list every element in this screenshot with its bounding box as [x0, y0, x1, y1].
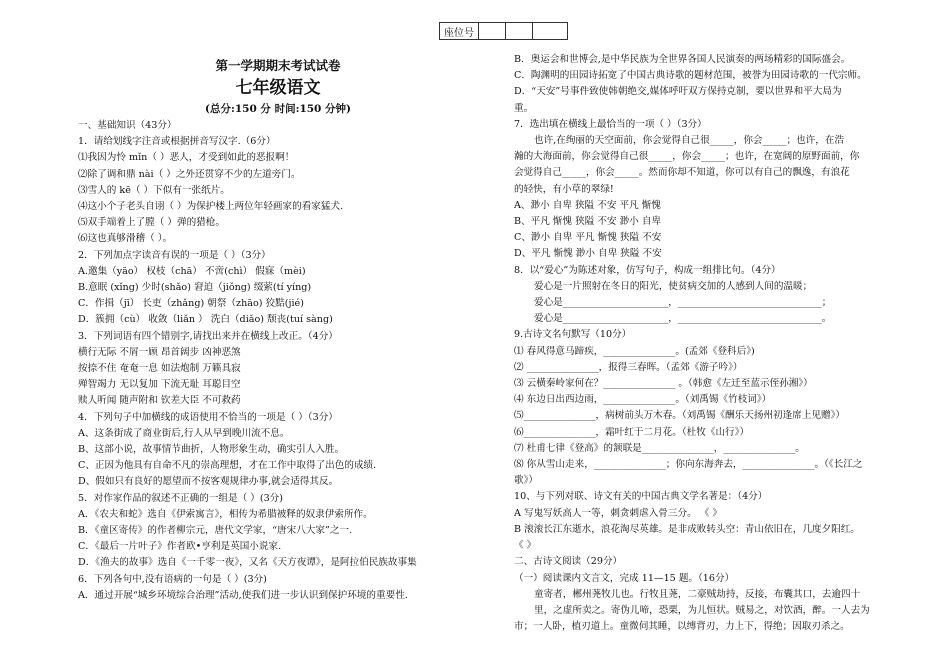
question-text-line: 会觉得自己_____，你会_____。然而你却不知道，你可以有自己的飘逸，有浪花 [514, 167, 850, 179]
question-text-line: 二、古诗文阅读（29分） [514, 556, 623, 568]
question-text-line: 爱心是______________________，______________________________。 [534, 313, 832, 325]
question-text-line: A、渺小 自卑 狭隘 不安 平凡 惭愧 [514, 199, 661, 211]
exam-subject: 七年级语文 [235, 78, 321, 98]
question-text-line: 按捺不住 奄奄一息 如法炮制 万籁具寂 [78, 363, 241, 375]
question-text-line: C、渺小 自卑 平凡 惭愧 狭隘 不安 [514, 232, 662, 244]
question-text-line: ⑻ 你从雪山走来，_______________；你向东海奔去，_______________。（《长江之 [514, 459, 863, 471]
question-text-line: C．作揖（jī） 长吏（zhǎng) 朝祭（zhāo) 狡黠(jié) [78, 298, 304, 310]
question-text-line: B．奥运会和世博会,是中华民族为全世界各国人民演奏的两场精彩的国际盛会。 [514, 54, 851, 65]
question-text-line: 殚智竭力 无以复加 下流无耻 耳聪目空 [78, 379, 241, 391]
exam-title: 第一学期期末考试试卷 [215, 58, 341, 73]
seat-number-box [439, 22, 568, 40]
question-text-line: 5．对作家作品的叙述不正确的一组是（ ）(3分) [78, 492, 284, 504]
question-text-line: 9.古诗文名句默写（10分） [514, 329, 632, 341]
question-text-line: 赎人听闻 随声附和 钦差大臣 不可救药 [78, 395, 241, 407]
question-text-line: ⑷ 东边日出西边雨，_______________。（刘禹锡《竹枝词》） [514, 394, 772, 406]
question-text-line: 也许,在绚丽的天空面前，你会觉得自己很_____，你会_____；也许，在浩 [534, 135, 845, 147]
seat-number-label: 座位号 [440, 23, 479, 40]
question-text-line: A、这条街成了商业街后,行人从早到晚川流不息。 [78, 427, 290, 439]
question-text-line: 瀚的大海面前，你会觉得自己很_____，你会_____；也许，在宽阔的原野面前，你 [514, 151, 860, 163]
question-text-line: 8．以“爱心”为陈述对象，仿写句子，构成一组排比句。（4分） [514, 264, 781, 276]
seat-number-cell[interactable] [506, 23, 533, 40]
question-text-line: 2．下列加点字读音有误的一项是（ ）（3分） [78, 249, 271, 261]
question-text-line: C．《最后一片叶子》作者欧•亨利是英国小说家. [78, 541, 282, 553]
left-question-lines [78, 118, 478, 604]
question-text-line: 1．请给划线字注音或根据拼音写汉字.（6分） [78, 136, 276, 148]
question-text-line: 里，之虚所卖之。寄伪儿啼，恐栗，为儿恒状。贼易之，对饮酒，醉。一人去为 [534, 604, 870, 616]
question-text-line: 横行无际 不屑一顾 昂首阔步 凶神恶煞 [78, 346, 241, 358]
question-text-line: 《 》 [514, 540, 537, 552]
exam-score-time: (总分:150 分 时间:150 分钟) [205, 103, 351, 115]
question-text-line: D．簇拥（cù） 收敛（liǎn ） 洗白（diǎo) 颓丧(tuí sàng) [78, 314, 333, 326]
question-text-line: 爱心是一片照射在冬日的阳光，使贫病交加的人感到人间的温暖； [534, 280, 813, 292]
question-text-line: ⑹这也真够滑稽（ ）。 [78, 233, 173, 245]
question-text-line: ⑵除了调和鼎 nài（ ）之外还贯穿不少的左道旁门。 [78, 168, 301, 180]
question-text-line: B、这部小说，故事情节曲折，人物形象生动，确实引人入胜。 [78, 444, 345, 456]
question-text-line: D、假如只有良好的愿望而不按客观规律办事,就会适得其反。 [78, 476, 339, 488]
question-text-line: 一、基础知识（43分） [78, 120, 177, 131]
question-text-line: 7．选出填在横线上最恰当的一项（ ）（3分） [514, 118, 707, 130]
question-text-line: 重。 [514, 102, 534, 114]
question-text-line: ⑶ 云横秦岭家何在？_______________ 。（韩愈《左迁至蓝示侄孙湘》） [514, 378, 813, 390]
question-text-line: 10、与下列对联、诗文有关的中国古典文学名著是：（4分） [514, 491, 768, 503]
question-text-line: C．陶渊明的田园诗拓宽了中国古典诗歌的题材范围，被誉为田园诗歌的一代宗师。 [514, 70, 867, 82]
question-text-line: 的轻快，有小草的翠绿! [514, 183, 614, 195]
question-text-line: D．“天安”号事件致使韩朝绝交,媒体呼吁双方保持克制，要以世界和平大局为 [514, 86, 842, 98]
question-text-line: 6．下列各句中,没有语病的一句是（ ）(3分) [78, 573, 267, 585]
question-text-line: A．通过开展“城乡环境综合治理”活动,使我们进一步认识到保护环境的重要性. [78, 589, 408, 601]
question-text-line: A．《农夫和蛇》选自《伊索寓言》，相传为希腊被释的奴隶伊索所作。 [78, 508, 373, 520]
question-text-line: 童寄者，郴州荛牧儿也。行牧且荛，二豪贼劫持，反接，布囊其口，去逾四十 [534, 588, 861, 600]
question-text-line: 4．下列句子中加横线的成语使用不恰当的一项是（ ）（3分） [78, 411, 338, 423]
question-text-line: ⑺ 杜甫七律《登高》的颔联是_______________，_______________。 [514, 442, 805, 454]
question-text-line: ⑸双手端着上了膛（ ）弹的猎枪。 [78, 217, 225, 229]
question-text-line: D、平凡 惭愧 渺小 自卑 狭隘 不安 [514, 248, 662, 260]
question-text-line: A 写鬼写妖高人一等，刺贪刺虐入骨三分。 《 》 [514, 507, 722, 519]
question-text-line: （一）阅读课内文言文，完成 11—15 题。（16分） [514, 572, 735, 584]
question-text-line: A.邀集（yāo） 权枝（chā） 不啻(chì） 假寐（mèi) [78, 265, 306, 277]
right-question-lines [514, 52, 920, 635]
question-text-line: 市；一人卧，植刃道上。童微伺其睡，以缚背刃，力上下，得绝；因取刃杀之。 [514, 621, 850, 633]
question-text-line: ⑶雪人的 kē（ ）下似有一张纸片。 [78, 184, 230, 196]
question-text-line: 3．下列词语有四个错别字,请找出来并在横线上改正。（4分） [78, 330, 338, 342]
question-text-line: 爱心是______________________，______________________________； [534, 297, 832, 309]
question-text-line: B.意眠 (xǐng) 少时(shǎo) 窘迫（jiǒng) 缀萦(tí yíng) [78, 282, 312, 294]
question-text-line: ⑷这小个子老头自诩（ ）为保护楼上两位年轻画家的看家猛犬. [78, 201, 344, 213]
question-text-line: B、平凡 惭愧 狭隘 不安 渺小 自卑 [514, 216, 662, 228]
question-text-line: ⑵ _______________，报得三春晖。（孟郊《游子吟》） [514, 361, 743, 373]
question-text-line: ⑸_______________，病树前头万木春。（刘禹锡《酬乐天扬州初逢席上见赠》） [514, 410, 845, 422]
right-column [514, 52, 920, 635]
question-text-line: ⑴ 春风得意马蹄疾，_______________。(孟郊《登科后》) [514, 345, 755, 357]
seat-number-cell[interactable] [479, 23, 506, 40]
question-text-line: C、正因为他具有自命不凡的崇高理想，才在工作中取得了出色的成绩. [78, 460, 377, 472]
question-text-line: B．《童区寄传》的作者柳宗元，唐代文学家，“唐宋八大家”之一. [78, 525, 353, 537]
left-column [78, 52, 478, 604]
question-text-line: ⑴我因为怜 mǐn（ ）恶人，才受到如此的恶报啊！ [78, 152, 295, 164]
seat-number-cell[interactable] [533, 23, 568, 40]
question-text-line: ⑹_______________，霜叶红于二月花。（杜牧《山行》） [514, 426, 750, 438]
question-text-line: B 滚滚长江东逝水，浪花淘尽英雄。是非成败转头空：青山依旧在，几度夕阳红。 [514, 523, 860, 535]
question-text-line: 歌》） [514, 475, 538, 487]
question-text-line: D．《渔夫的故事》选自《一千零一夜》，又名《天方夜谭》，是阿拉伯民族故事集 [78, 557, 417, 569]
